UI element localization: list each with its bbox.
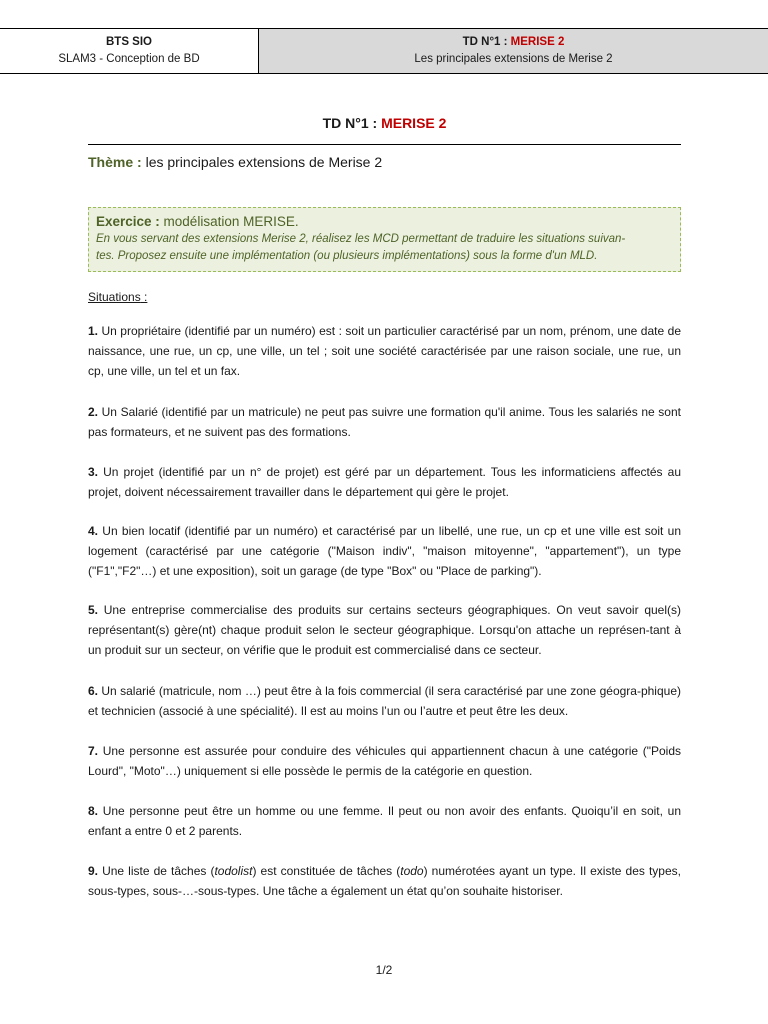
exercise-heading — [96, 213, 673, 231]
situation-number: 7. — [88, 744, 99, 758]
situation-text: Un propriétaire (identifié par un numéro) est : soit un particulier caractérisé par un nom, prénom, une date de naissance, une rue, un cp, une ville, un tel ; soit une société caractérisée par une raison sociale, une rue, un cp, une ville, un tel et un fax. — [88, 324, 681, 378]
exercise-label: Exercice : — [96, 214, 160, 229]
theme-line — [88, 154, 382, 170]
header-subtitle: Les principales extensions de Merise 2 — [414, 53, 613, 65]
header-td-highlight: MERISE 2 — [510, 36, 565, 48]
header-course: BTS SIO — [105, 36, 152, 48]
situation-term: todo — [400, 864, 424, 878]
situation-number: 2. — [88, 405, 99, 419]
page-title — [88, 115, 681, 131]
theme-label: Thème : — [88, 154, 142, 170]
exercise-title: modélisation MERISE. — [159, 214, 299, 229]
theme-text: les principales extensions de Merise 2 — [141, 154, 383, 170]
title-prefix: TD N°1 : — [322, 115, 382, 131]
situation-number: 5. — [88, 603, 99, 617]
situation-item — [88, 600, 681, 660]
situation-text: Une personne est assurée pour conduire des véhicules qui appartiennent chacun à une catégorie ("Poids Lourd", "Moto"…) uniquement si elle possède le permis de la catégorie en question. — [88, 744, 681, 778]
situation-term: todolist — [214, 864, 253, 878]
situation-number: 8. — [88, 804, 99, 818]
situations-label: Situations — [88, 290, 141, 304]
situation-item — [88, 521, 681, 581]
situation-number: 1. — [88, 324, 99, 338]
situations-colon: : — [140, 290, 148, 304]
header-left-cell — [0, 29, 259, 73]
situation-text: Une personne peut être un homme ou une femme. Il peut ou non avoir des enfants. Quoiqu’il en soit, un enfant a entre 0 et 2 parents. — [88, 804, 681, 838]
situation-item — [88, 741, 681, 781]
title-highlight: MERISE 2 — [381, 115, 447, 131]
situation-item — [88, 402, 681, 442]
situation-text: Un Salarié (identifié par un matricule) ne peut pas suivre une formation qu'il anime. Tous les salariés ne sont pas formateurs, et ne suivent pas des formations. — [88, 405, 681, 439]
situation-item — [88, 861, 681, 901]
situation-number: 9. — [88, 864, 99, 878]
situation-number: 6. — [88, 684, 99, 698]
page-number: 1/2 — [375, 963, 393, 977]
exercise-instructions-line1: En vous servant des extensions Merise 2, réalisez les MCD permettant de traduire les situations suivan- — [96, 233, 626, 245]
document-header — [0, 28, 768, 74]
situation-number: 3. — [88, 465, 99, 479]
situation-item — [88, 321, 681, 381]
title-divider — [88, 144, 681, 145]
header-module: SLAM3 - Conception de BD — [58, 53, 200, 65]
situation-text: ) est constituée de tâches ( — [252, 864, 401, 878]
header-td-title — [463, 34, 565, 51]
header-right-cell — [259, 29, 768, 73]
situation-number: 4. — [88, 524, 99, 538]
situation-text: Une entreprise commercialise des produits sur certains secteurs géographiques. On veut savoir quel(s) représentant(s) gère(nt) chaque produit selon le secteur géographique. Lorsqu'on attache un représen-tant à un produit sur un secteur, on vérifie que le produit est commercialisé dans ce secteur. — [88, 603, 681, 657]
situation-item — [88, 801, 681, 841]
situation-text: Un salarié (matricule, nom …) peut être à la fois commercial (il sera caractérisé par une zone géogra-phique) et technicien (associé à une spécialité). Il est au moins l’un ou l’autre et peut être les deux. — [88, 684, 681, 718]
exercise-box — [88, 207, 681, 272]
situation-text: Une liste de tâches ( — [98, 864, 215, 878]
situation-item — [88, 462, 681, 502]
situation-text: Un projet (identifié par un n° de projet) est géré par un département. Tous les informaticiens affectés au projet, doivent nécessairement travailler dans le département qui gère le projet. — [88, 465, 681, 499]
situation-item — [88, 681, 681, 721]
situation-text: Un bien locatif (identifié par un numéro) et caractérisé par un libellé, une rue, un cp et une ville est soit un logement (caractérisé par une catégorie ("Maison indiv", "maison mitoyenne", "appartement"), un type ("F1","F2"…) et une exposition), soit un garage (de type "Box" ou "Place de parking"). — [88, 524, 681, 578]
situation-text: ) numérotées ayant un type. Il existe des types, sous-types, sous-…-sous-types. Une tâche a également un état qu’on souhaite historiser. — [88, 864, 681, 898]
situations-heading — [88, 290, 147, 304]
exercise-instructions-line2: tes. Proposez ensuite une implémentation (ou plusieurs implémentations) sous la forme d'un MLD. — [96, 250, 598, 262]
header-td-prefix: TD N°1 : — [462, 36, 511, 48]
